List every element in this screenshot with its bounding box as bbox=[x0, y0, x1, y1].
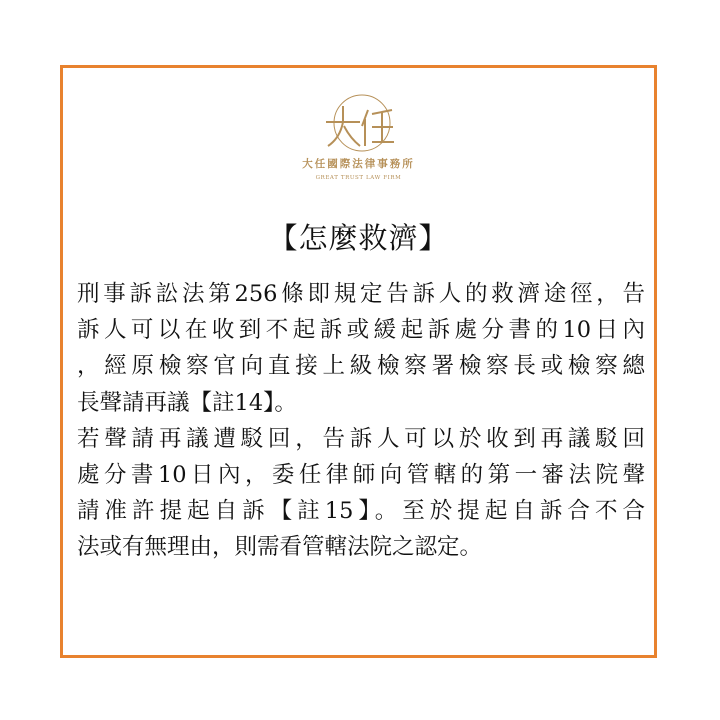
paragraph-1-line-4: 長聲請再議【註14】。 bbox=[77, 389, 297, 416]
body-text bbox=[77, 276, 645, 566]
paragraph-2-line-1: 若聲請再議遭駁回，告訴人可以於收到再議駁回 bbox=[77, 425, 645, 452]
paragraph-2-line-4: 法或有無理由，則需看管轄法院之認定。 bbox=[77, 534, 483, 561]
firm-logo-mark-icon bbox=[316, 92, 402, 154]
content-frame bbox=[60, 65, 657, 658]
paragraph-1-line-3: ，經原檢察官向直接上級檢察署檢察長或檢察總 bbox=[77, 353, 645, 380]
firm-logo bbox=[63, 92, 654, 181]
firm-name-en: GREAT TRUST LAW FIRM bbox=[315, 175, 402, 181]
paragraph-1-line-2: 訴人可以在收到不起訴或緩起訴處分書的10日內 bbox=[77, 317, 645, 344]
section-heading: 【怎麼救濟】 bbox=[268, 221, 449, 255]
paragraph-2-line-2: 處分書10日內，委任律師向管轄的第一審法院聲 bbox=[77, 461, 645, 488]
paragraph-2-line-3: 請准許提起自訴【註15】。至於提起自訴合不合 bbox=[77, 498, 645, 525]
paragraph-1-line-1: 刑事訴訟法第256條即規定告訴人的救濟途徑，告 bbox=[77, 281, 645, 307]
firm-name-zh: 大任國際法律事務所 bbox=[302, 158, 415, 170]
